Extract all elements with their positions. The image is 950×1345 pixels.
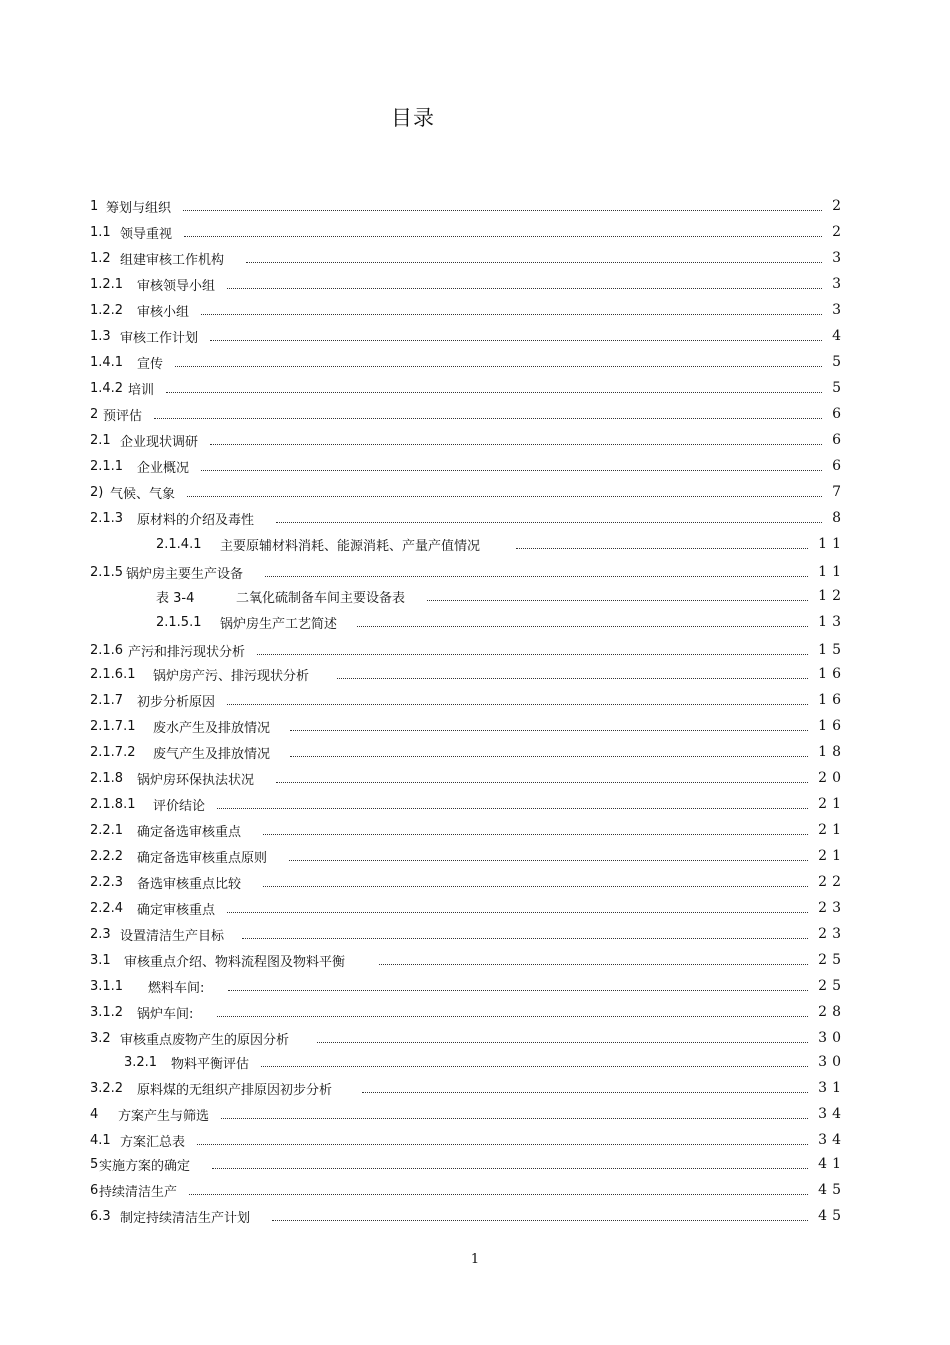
toc-number: 2.1: [90, 432, 111, 448]
toc-leader: [197, 1143, 808, 1145]
toc-entry[interactable]: [90, 716, 846, 736]
toc-leader: [221, 1117, 808, 1119]
toc-entry[interactable]: [90, 640, 846, 660]
toc-number: 6: [90, 1182, 99, 1198]
toc-number: 2.1.5: [90, 564, 124, 580]
toc-page-number: 4: [832, 328, 846, 344]
toc-leader: [228, 989, 808, 991]
toc-label: 锅炉房产污、排污现状分析: [153, 668, 310, 684]
toc-number: 表 3-4: [156, 590, 195, 606]
toc-page-number: 3: [832, 250, 846, 266]
toc-number: 1.2.1: [90, 276, 124, 292]
toc-page-number: 6: [832, 406, 846, 422]
toc-leader: [362, 1091, 808, 1093]
toc-entry[interactable]: [90, 1078, 846, 1098]
toc-label: 持续清洁生产: [99, 1184, 178, 1200]
toc-label: 组建审核工作机构: [120, 252, 225, 268]
toc-leader: [217, 1015, 808, 1017]
toc-page-number: 11: [818, 564, 846, 580]
toc-entry[interactable]: [90, 508, 846, 528]
toc-leader: [201, 313, 822, 315]
toc-entry[interactable]: [90, 950, 846, 970]
toc-label: 原材料的介绍及毒性: [137, 512, 255, 528]
toc-page-number: 45: [818, 1208, 846, 1224]
toc-page-number: 7: [832, 484, 846, 500]
toc-label: 锅炉房环保执法状况: [137, 772, 255, 788]
toc-page-number: 15: [818, 642, 846, 658]
toc-leader: [337, 677, 808, 679]
toc-number: 2.1.5.1: [156, 614, 202, 630]
toc-leader: [227, 911, 808, 913]
toc-page-number: 5: [832, 380, 846, 396]
toc-number: 1.4.1: [90, 354, 124, 370]
toc-entry[interactable]: [90, 924, 846, 944]
toc-number: 2.2.4: [90, 900, 124, 916]
toc-label: 主要原辅材料消耗、能源消耗、产量产值情况: [220, 538, 481, 554]
toc-label: 燃料车间:: [148, 980, 205, 996]
toc-number: 2.3: [90, 926, 111, 942]
toc-label: 废气产生及排放情况: [153, 746, 271, 762]
toc-leader: [189, 1193, 808, 1195]
toc-page-number: 34: [818, 1132, 846, 1148]
toc-entry[interactable]: [90, 690, 846, 710]
toc-leader: [257, 653, 808, 655]
toc-number: 5: [90, 1156, 99, 1172]
toc-page-number: 6: [832, 458, 846, 474]
toc-label: 方案产生与筛选: [118, 1108, 210, 1124]
toc-page-number: 16: [818, 692, 846, 708]
toc-label: 废水产生及排放情况: [153, 720, 271, 736]
toc-label: 锅炉房主要生产设备: [126, 566, 244, 582]
toc-leader: [166, 391, 822, 393]
toc-label: 方案汇总表: [120, 1134, 186, 1150]
toc-entry[interactable]: [90, 482, 846, 502]
toc-label: 制定持续清洁生产计划: [120, 1210, 251, 1226]
toc-entry[interactable]: [156, 586, 846, 606]
toc-number: 2.1.3: [90, 510, 124, 526]
toc-label: 企业现状调研: [120, 434, 199, 450]
toc-label: 企业概况: [137, 460, 190, 476]
toc-number: 2.1.8: [90, 770, 124, 786]
toc-page-number: 13: [818, 614, 846, 630]
toc-leader: [154, 417, 822, 419]
toc-label: 物料平衡评估: [171, 1056, 250, 1072]
toc-entry[interactable]: [156, 612, 846, 632]
toc-leader: [184, 235, 822, 237]
toc-entry[interactable]: [90, 1104, 846, 1124]
toc-number: 1: [90, 198, 99, 214]
toc-leader: [210, 443, 822, 445]
toc-entry[interactable]: [90, 794, 846, 814]
toc-label: 原料煤的无组织产排原因初步分析: [137, 1082, 333, 1098]
toc-leader: [201, 469, 822, 471]
toc-label: 二氧化硫制备车间主要设备表: [236, 590, 406, 606]
toc-page-number: 21: [818, 796, 846, 812]
toc-entry[interactable]: [90, 664, 846, 684]
toc-page-number: 28: [818, 1004, 846, 1020]
toc-page-number: 3: [832, 276, 846, 292]
toc-label: 预评估: [103, 408, 143, 424]
toc-leader: [227, 703, 808, 705]
toc-entry[interactable]: [90, 742, 846, 762]
toc-leader: [183, 209, 822, 211]
toc-entry[interactable]: [90, 562, 846, 582]
toc-label: 锅炉房生产工艺简述: [220, 616, 338, 632]
toc-page-number: 21: [818, 822, 846, 838]
toc-page-number: 18: [818, 744, 846, 760]
toc-label: 审核重点介绍、物料流程图及物料平衡: [124, 954, 346, 970]
toc-leader: [276, 781, 808, 783]
toc-number: 3.1: [90, 952, 111, 968]
toc-leader: [187, 495, 822, 497]
toc-page-number: 21: [818, 848, 846, 864]
toc-page-number: 22: [818, 874, 846, 890]
toc-label: 产污和排污现状分析: [128, 644, 246, 660]
toc-number: 2.1.6.1: [90, 666, 136, 682]
toc-leader: [212, 1167, 808, 1169]
toc-page-number: 23: [818, 926, 846, 942]
toc-leader: [276, 521, 822, 523]
toc-label: 审核领导小组: [137, 278, 216, 294]
toc-number: 2.1.8.1: [90, 796, 136, 812]
toc-number: 1.2: [90, 250, 111, 266]
toc-number: 3.1.2: [90, 1004, 124, 1020]
toc-entry[interactable]: [90, 872, 846, 892]
toc-page-number: 12: [818, 588, 846, 604]
toc-leader: [175, 365, 822, 367]
toc-number: 2: [90, 406, 99, 422]
toc-page-number: 2: [832, 198, 846, 214]
toc-leader: [227, 287, 822, 289]
toc-entry[interactable]: [90, 196, 846, 216]
toc-entry[interactable]: [90, 300, 846, 320]
toc-leader: [272, 1219, 808, 1221]
toc-entry[interactable]: [90, 820, 846, 840]
toc-number: 4.1: [90, 1132, 111, 1148]
toc-entry[interactable]: [90, 1180, 846, 1200]
page-title: 目录: [391, 106, 435, 130]
toc-page-number: 25: [818, 952, 846, 968]
toc-leader: [317, 1041, 808, 1043]
toc-leader: [242, 937, 808, 939]
toc-entry[interactable]: [124, 1052, 846, 1072]
toc-number: 1.4.2: [90, 380, 124, 396]
toc-leader: [379, 963, 808, 965]
toc-number: 3.2.2: [90, 1080, 124, 1096]
toc-entry[interactable]: [90, 1028, 846, 1048]
toc-page-number: 2: [832, 224, 846, 240]
toc-label: 确定审核重点: [137, 902, 216, 918]
toc-leader: [217, 807, 808, 809]
toc-entry[interactable]: [90, 768, 846, 788]
toc-entry[interactable]: [90, 976, 846, 996]
toc-page-number: 30: [818, 1054, 846, 1070]
toc-entry[interactable]: [90, 404, 846, 424]
toc-label: 锅炉车间:: [137, 1006, 194, 1022]
toc-leader: [289, 859, 808, 861]
toc-page-number: 45: [818, 1182, 846, 1198]
toc-number: 1.2.2: [90, 302, 124, 318]
toc-number: 2): [90, 484, 104, 500]
toc-entry[interactable]: [90, 898, 846, 918]
toc-page-number: 6: [832, 432, 846, 448]
toc-entry[interactable]: [90, 456, 846, 476]
toc-number: 6.3: [90, 1208, 111, 1224]
toc-entry[interactable]: [90, 1130, 846, 1150]
toc-page-number: 31: [818, 1080, 846, 1096]
toc-entry[interactable]: [90, 430, 846, 450]
toc-page-number: 5: [832, 354, 846, 370]
toc-number: 2.1.7.1: [90, 718, 136, 734]
toc-page-number: 11: [818, 536, 846, 552]
toc-label: 领导重视: [120, 226, 173, 242]
toc-number: 2.1.7: [90, 692, 124, 708]
toc-label: 实施方案的确定: [99, 1158, 191, 1174]
toc-page-number: 34: [818, 1106, 846, 1122]
toc-page-number: 16: [818, 666, 846, 682]
toc-entry[interactable]: [90, 352, 846, 372]
toc-page-number: 23: [818, 900, 846, 916]
toc-leader: [357, 625, 808, 627]
toc-label: 审核重点废物产生的原因分析: [120, 1032, 290, 1048]
toc-leader: [427, 599, 808, 601]
toc-number: 1.1: [90, 224, 111, 240]
toc-leader: [210, 339, 822, 341]
toc-label: 气候、气象: [110, 486, 176, 502]
toc-page-number: 16: [818, 718, 846, 734]
toc-number: 3.1.1: [90, 978, 124, 994]
toc-leader: [290, 729, 808, 731]
toc-label: 筹划与组织: [106, 200, 172, 216]
toc-page-number: 20: [818, 770, 846, 786]
toc-number: 4: [90, 1106, 99, 1122]
toc-entry[interactable]: [90, 378, 846, 398]
toc-leader: [246, 261, 822, 263]
toc-leader: [263, 885, 808, 887]
toc-number: 2.1.7.2: [90, 744, 136, 760]
toc-number: 2.2.2: [90, 848, 124, 864]
toc-page-number: 25: [818, 978, 846, 994]
toc-number: 2.1.1: [90, 458, 124, 474]
toc-entry[interactable]: [90, 326, 846, 346]
toc-label: 确定备选审核重点原则: [137, 850, 268, 866]
toc-label: 培训: [128, 382, 155, 398]
page-number-footer: 1: [470, 1252, 480, 1267]
toc-page-number: 41: [818, 1156, 846, 1172]
toc-page-number: 3: [832, 302, 846, 318]
toc-page-number: 30: [818, 1030, 846, 1046]
toc-label: 评价结论: [153, 798, 206, 814]
toc-entry[interactable]: [90, 1206, 846, 1226]
toc-entry[interactable]: [90, 1002, 846, 1022]
toc-number: 3.2.1: [124, 1054, 158, 1070]
toc-label: 确定备选审核重点: [137, 824, 242, 840]
toc-number: 2.2.1: [90, 822, 124, 838]
toc-entry[interactable]: [90, 248, 846, 268]
toc-page-number: 8: [832, 510, 846, 526]
toc-number: 2.2.3: [90, 874, 124, 890]
toc-leader: [516, 547, 808, 549]
toc-label: 审核工作计划: [120, 330, 199, 346]
toc-label: 备选审核重点比较: [137, 876, 242, 892]
toc-entry[interactable]: [90, 274, 846, 294]
toc-entry[interactable]: [90, 846, 846, 866]
toc-entry[interactable]: [156, 534, 846, 554]
toc-number: 2.1.4.1: [156, 536, 202, 552]
toc-leader: [261, 1065, 808, 1067]
toc-entry[interactable]: [90, 1154, 846, 1174]
toc-number: 2.1.6: [90, 642, 124, 658]
toc-label: 宣传: [137, 356, 164, 372]
toc-number: 3.2: [90, 1030, 111, 1046]
toc-leader: [290, 755, 808, 757]
toc-leader: [263, 833, 808, 835]
toc-number: 1.3: [90, 328, 111, 344]
toc-label: 初步分析原因: [137, 694, 216, 710]
toc-label: 设置清洁生产目标: [120, 928, 225, 944]
toc-leader: [265, 575, 808, 577]
toc-entry[interactable]: [90, 222, 846, 242]
toc-label: 审核小组: [137, 304, 190, 320]
